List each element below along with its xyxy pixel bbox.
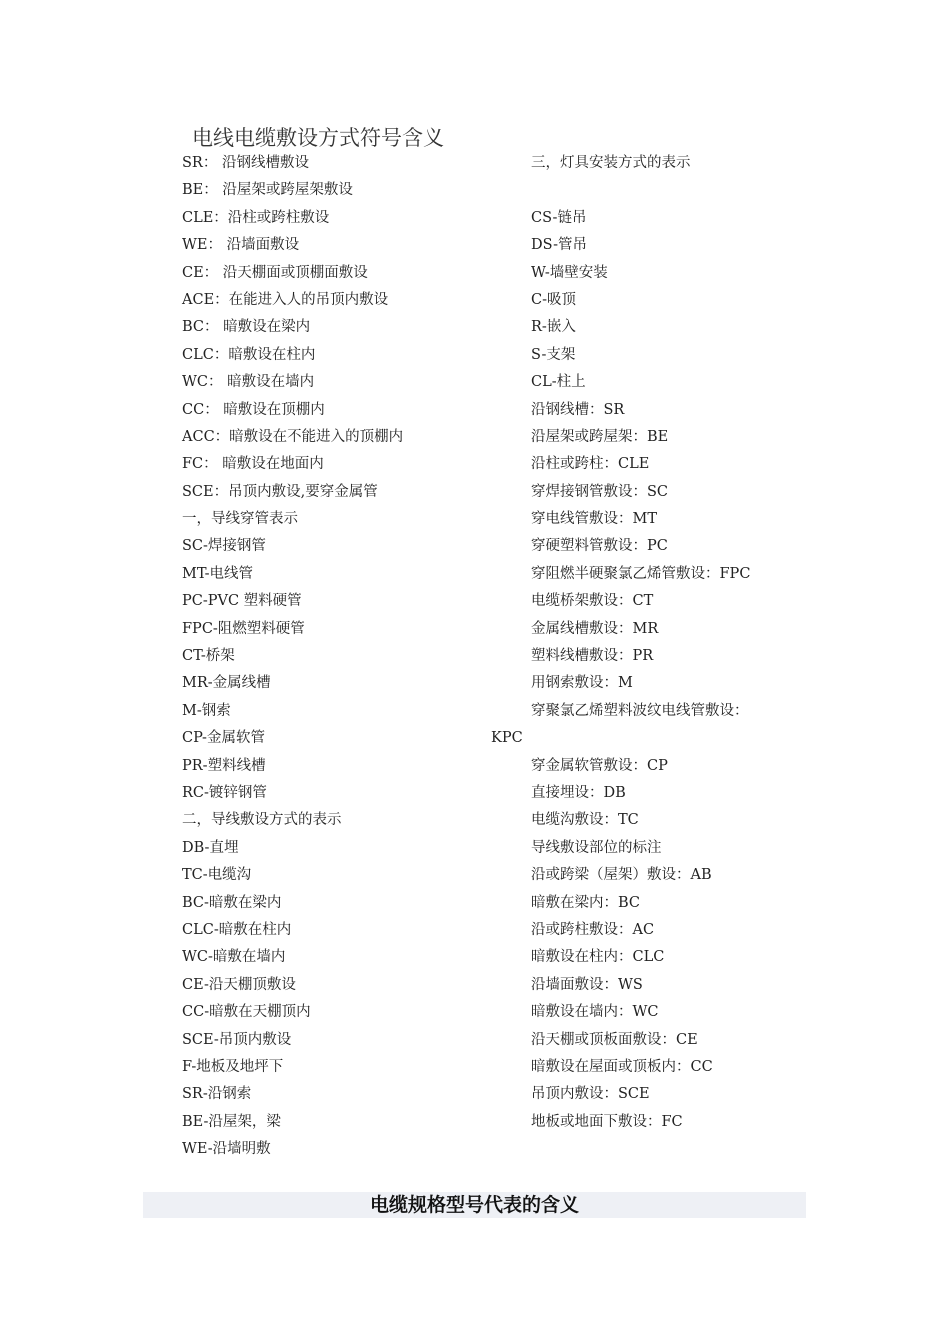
text-line: 沿钢线槽：SR	[531, 401, 625, 418]
text-line: FPC-阻燃塑料硬管	[182, 620, 305, 637]
text-line: M-钢索	[182, 702, 231, 719]
text-line: 二，导线敷设方式的表示	[182, 812, 342, 829]
section-heading: 电缆规格型号代表的含义	[369, 1194, 579, 1216]
text-line: F-地板及地坪下	[182, 1058, 284, 1075]
text-line: 金属线槽敷设：MR	[531, 620, 659, 637]
text-line: WC-暗敷在墙内	[182, 949, 286, 966]
text-line: CS-链吊	[531, 209, 587, 226]
text-line: 电缆沟敷设：TC	[531, 812, 639, 829]
text-line: ACE：在能进入人的吊顶内敷设	[182, 291, 389, 308]
text-line: 穿金属软管敷设：CP	[531, 757, 668, 774]
text-line: FC： 暗敷设在地面内	[182, 456, 324, 473]
text-line: W-墙壁安装	[531, 264, 608, 281]
text-line: 暗敷设在屋面或顶板内：CC	[531, 1058, 713, 1075]
text-line: DS-管吊	[531, 237, 587, 254]
text-line: 三，灯具安装方式的表示	[531, 155, 691, 171]
text-line: 吊顶内敷设：SCE	[531, 1086, 650, 1103]
text-line: 暗敷设在墙内：WC	[531, 1004, 659, 1021]
text-line: CC： 暗敷设在顶棚内	[182, 401, 325, 418]
text-line: 穿电线管敷设：MT	[531, 511, 658, 528]
text-line: SCE：吊顶内敷设,要穿金属管	[182, 483, 378, 500]
text-line: 穿聚氯乙烯塑料波纹电线管敷设：	[531, 702, 749, 719]
text-line: PR-塑料线槽	[182, 757, 266, 774]
text-line: 地板或地面下敷设：FC	[531, 1113, 683, 1130]
text-line: WE： 沿墙面敷设	[182, 237, 300, 254]
text-line: 导线敷设部位的标注	[531, 839, 662, 856]
text-line: 穿阻燃半硬聚氯乙烯管敷设：FPC	[531, 565, 751, 582]
text-line: CL-柱上	[531, 374, 586, 391]
text-line: CC-暗敷在天棚顶内	[182, 1004, 311, 1021]
text-line: 穿焊接钢管敷设：SC	[531, 483, 669, 500]
text-line: 穿硬塑料管敷设：PC	[531, 538, 668, 555]
text-line: CLC：暗敷设在柱内	[182, 346, 316, 363]
text-line: SR-沿钢索	[182, 1086, 252, 1103]
text-line: 用钢索敷设：M	[531, 675, 633, 692]
text-line: 沿屋架或跨屋架：BE	[531, 428, 669, 445]
text-line: 暗敷在梁内：BC	[531, 894, 641, 911]
text-line: 暗敷设在柱内：CLC	[531, 949, 665, 966]
text-line: KPC	[491, 730, 523, 747]
text-line: S-支架	[531, 346, 576, 363]
text-line: R-嵌入	[531, 319, 576, 336]
text-line: 直接埋设：DB	[531, 784, 626, 801]
text-line: 一，导线穿管表示	[182, 511, 298, 528]
text-line: 沿天棚或顶板面敷设：CE	[531, 1031, 698, 1048]
text-line: BC： 暗敷设在梁内	[182, 319, 311, 336]
text-line: CE： 沿天棚面或顶棚面敷设	[182, 264, 368, 281]
text-line: 塑料线槽敷设：PR	[531, 648, 654, 665]
text-line: CE-沿天棚顶敷设	[182, 976, 296, 993]
text-line: BE-沿屋架，梁	[182, 1113, 281, 1130]
right-column	[491, 150, 831, 1136]
text-line: MT-电线管	[182, 565, 254, 582]
text-line: BE： 沿屋架或跨屋架敷设	[182, 182, 353, 199]
text-line: SCE-吊顶内敷设	[182, 1031, 292, 1048]
text-line: BC-暗敷在梁内	[182, 894, 282, 911]
text-line: CLC-暗敷在柱内	[182, 921, 292, 938]
text-line: SC-焊接钢管	[182, 538, 266, 555]
text-line: TC-电缆沟	[182, 867, 252, 884]
text-line: PC-PVC 塑料硬管	[182, 593, 302, 610]
text-line: 沿柱或跨柱：CLE	[531, 456, 650, 473]
text-line: 沿或跨柱敷设：AC	[531, 921, 655, 938]
text-line: SR： 沿钢线槽敷设	[182, 155, 309, 171]
text-line: CP-金属软管	[182, 730, 265, 747]
text-line: 电缆桥架敷设：CT	[531, 593, 654, 610]
text-line: CLE：沿柱或跨柱敷设	[182, 209, 330, 226]
page-title: 电线电缆敷设方式符号含义	[192, 126, 444, 150]
text-line: DB-直埋	[182, 839, 239, 856]
text-line: 沿或跨梁（屋架）敷设：AB	[531, 867, 712, 884]
text-line: WE-沿墙明敷	[182, 1141, 271, 1158]
text-line: MR-金属线槽	[182, 675, 271, 692]
text-line: C-吸顶	[531, 291, 576, 308]
text-line: CT-桥架	[182, 648, 235, 665]
text-line: WC： 暗敷设在墙内	[182, 374, 315, 391]
text-line: 沿墙面敷设：WS	[531, 976, 643, 993]
left-column	[182, 150, 512, 1163]
text-line	[531, 177, 831, 204]
text-line: RC-镀锌钢管	[182, 784, 267, 801]
section-heading-bar	[143, 1192, 806, 1218]
text-line: ACC：暗敷设在不能进入的顶棚内	[182, 428, 404, 445]
